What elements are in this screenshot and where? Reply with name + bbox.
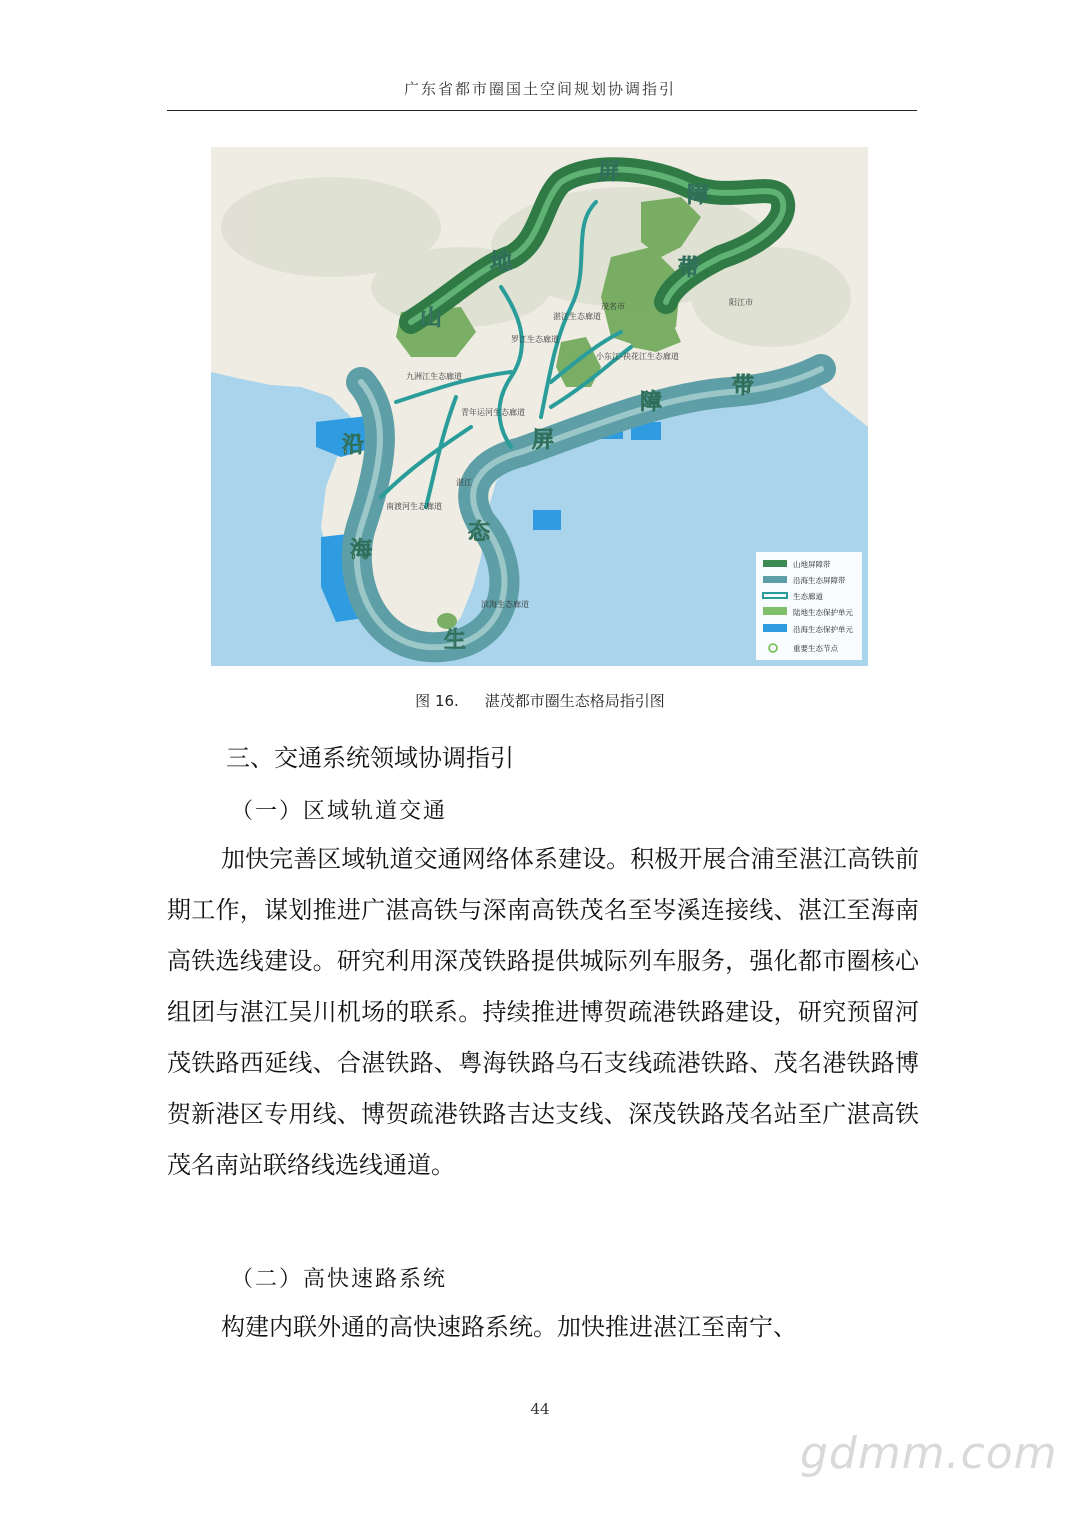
legend-label-node: 重要生态节点 [793, 644, 838, 653]
paragraph-rail-transit: 加快完善区域轨道交通网络体系建设。积极开展合浦至湛江高铁前期工作，谋划推进广湛高铁与深南高铁茂名至岑溪连接线、湛江至海南高铁选线建设。研究利用深茂铁路提供城际列车服务，强化都市圈核心组团与湛江吴川机场的联系。持续推进博贺疏港铁路建设，研究预留河茂铁路西延线、合湛铁路、粤海铁路乌石支线疏港铁路、茂名港铁路博贺新港区专用线、博贺疏港铁路吉达支线、深茂铁路茂名站至广湛高铁茂名南站联络线选线通道。 [167, 845, 919, 1179]
place-yangjiang: 阳江市 [729, 298, 753, 307]
belt-char-di: 地 [489, 250, 513, 275]
place-nandu: 南渡河生态廊道 [386, 502, 442, 511]
legend-swatch-coastal [763, 576, 787, 583]
figure-number: 图 16. [415, 692, 459, 710]
ecology-map [211, 147, 868, 666]
belt-char-ping2: 屏 [531, 428, 555, 453]
place-jiuzhoujiang: 九洲江生态廊道 [406, 372, 462, 381]
page-number: 44 [530, 1400, 550, 1418]
figure-caption [0, 690, 1080, 711]
running-header: 广东省都市圈国土空间规划协调指引 [403, 80, 676, 98]
legend-label-land-unit: 陆地生态保护单元 [793, 608, 853, 617]
place-luojiang: 罗江生态廊道 [511, 335, 559, 344]
subsection-heading-2: （二）高快速路系统 [231, 1267, 448, 1292]
place-maoming: 茂名市 [601, 302, 625, 311]
section-heading: 三、交通系统领域协调指引 [226, 744, 514, 772]
watermark: gdmm.com [800, 1428, 1058, 1479]
legend-swatch-mountain [763, 560, 787, 567]
legend-label-mountain: 山地屏障带 [793, 560, 831, 569]
place-zhanjiang-corridor: 湛江生态廊道 [553, 312, 601, 321]
place-xiaodongjiang: 小东江-袂花江生态廊道 [596, 352, 679, 361]
belt-char-zhang1: 障 [686, 183, 710, 208]
belt-char-sheng: 生 [443, 628, 467, 653]
map-legend [756, 552, 862, 660]
header-rule [167, 110, 917, 111]
legend-label-marine-unit: 沿海生态保护单元 [793, 625, 853, 634]
subsection-heading-1: （一）区域轨道交通 [231, 799, 448, 824]
belt-char-tai: 态 [467, 520, 491, 545]
belt-char-zhang2: 障 [639, 390, 663, 415]
legend-swatch-marine-unit [763, 624, 787, 632]
belt-char-hai: 海 [349, 538, 373, 563]
legend-label-corridor: 生态廊道 [793, 592, 823, 601]
place-zhanjiang: 湛江 [456, 478, 472, 487]
paragraph-expressway: 构建内联外通的高快速路系统。加快推进湛江至南宁、 [221, 1313, 797, 1341]
belt-char-dai1: 带 [677, 256, 701, 281]
belt-char-shan: 山 [419, 306, 443, 331]
place-binhai: 滨海生态廊道 [481, 600, 529, 609]
figure-caption-text: 湛茂都市圈生态格局指引图 [484, 692, 665, 710]
legend-swatch-land-unit [763, 607, 787, 615]
belt-char-dai2: 带 [731, 374, 755, 399]
belt-char-yan: 沿 [341, 433, 365, 458]
belt-char-ping1: 屏 [597, 160, 621, 185]
legend-label-coastal: 沿海生态屏障带 [793, 576, 846, 585]
place-qingnian: 青年运河生态廊道 [461, 408, 525, 417]
